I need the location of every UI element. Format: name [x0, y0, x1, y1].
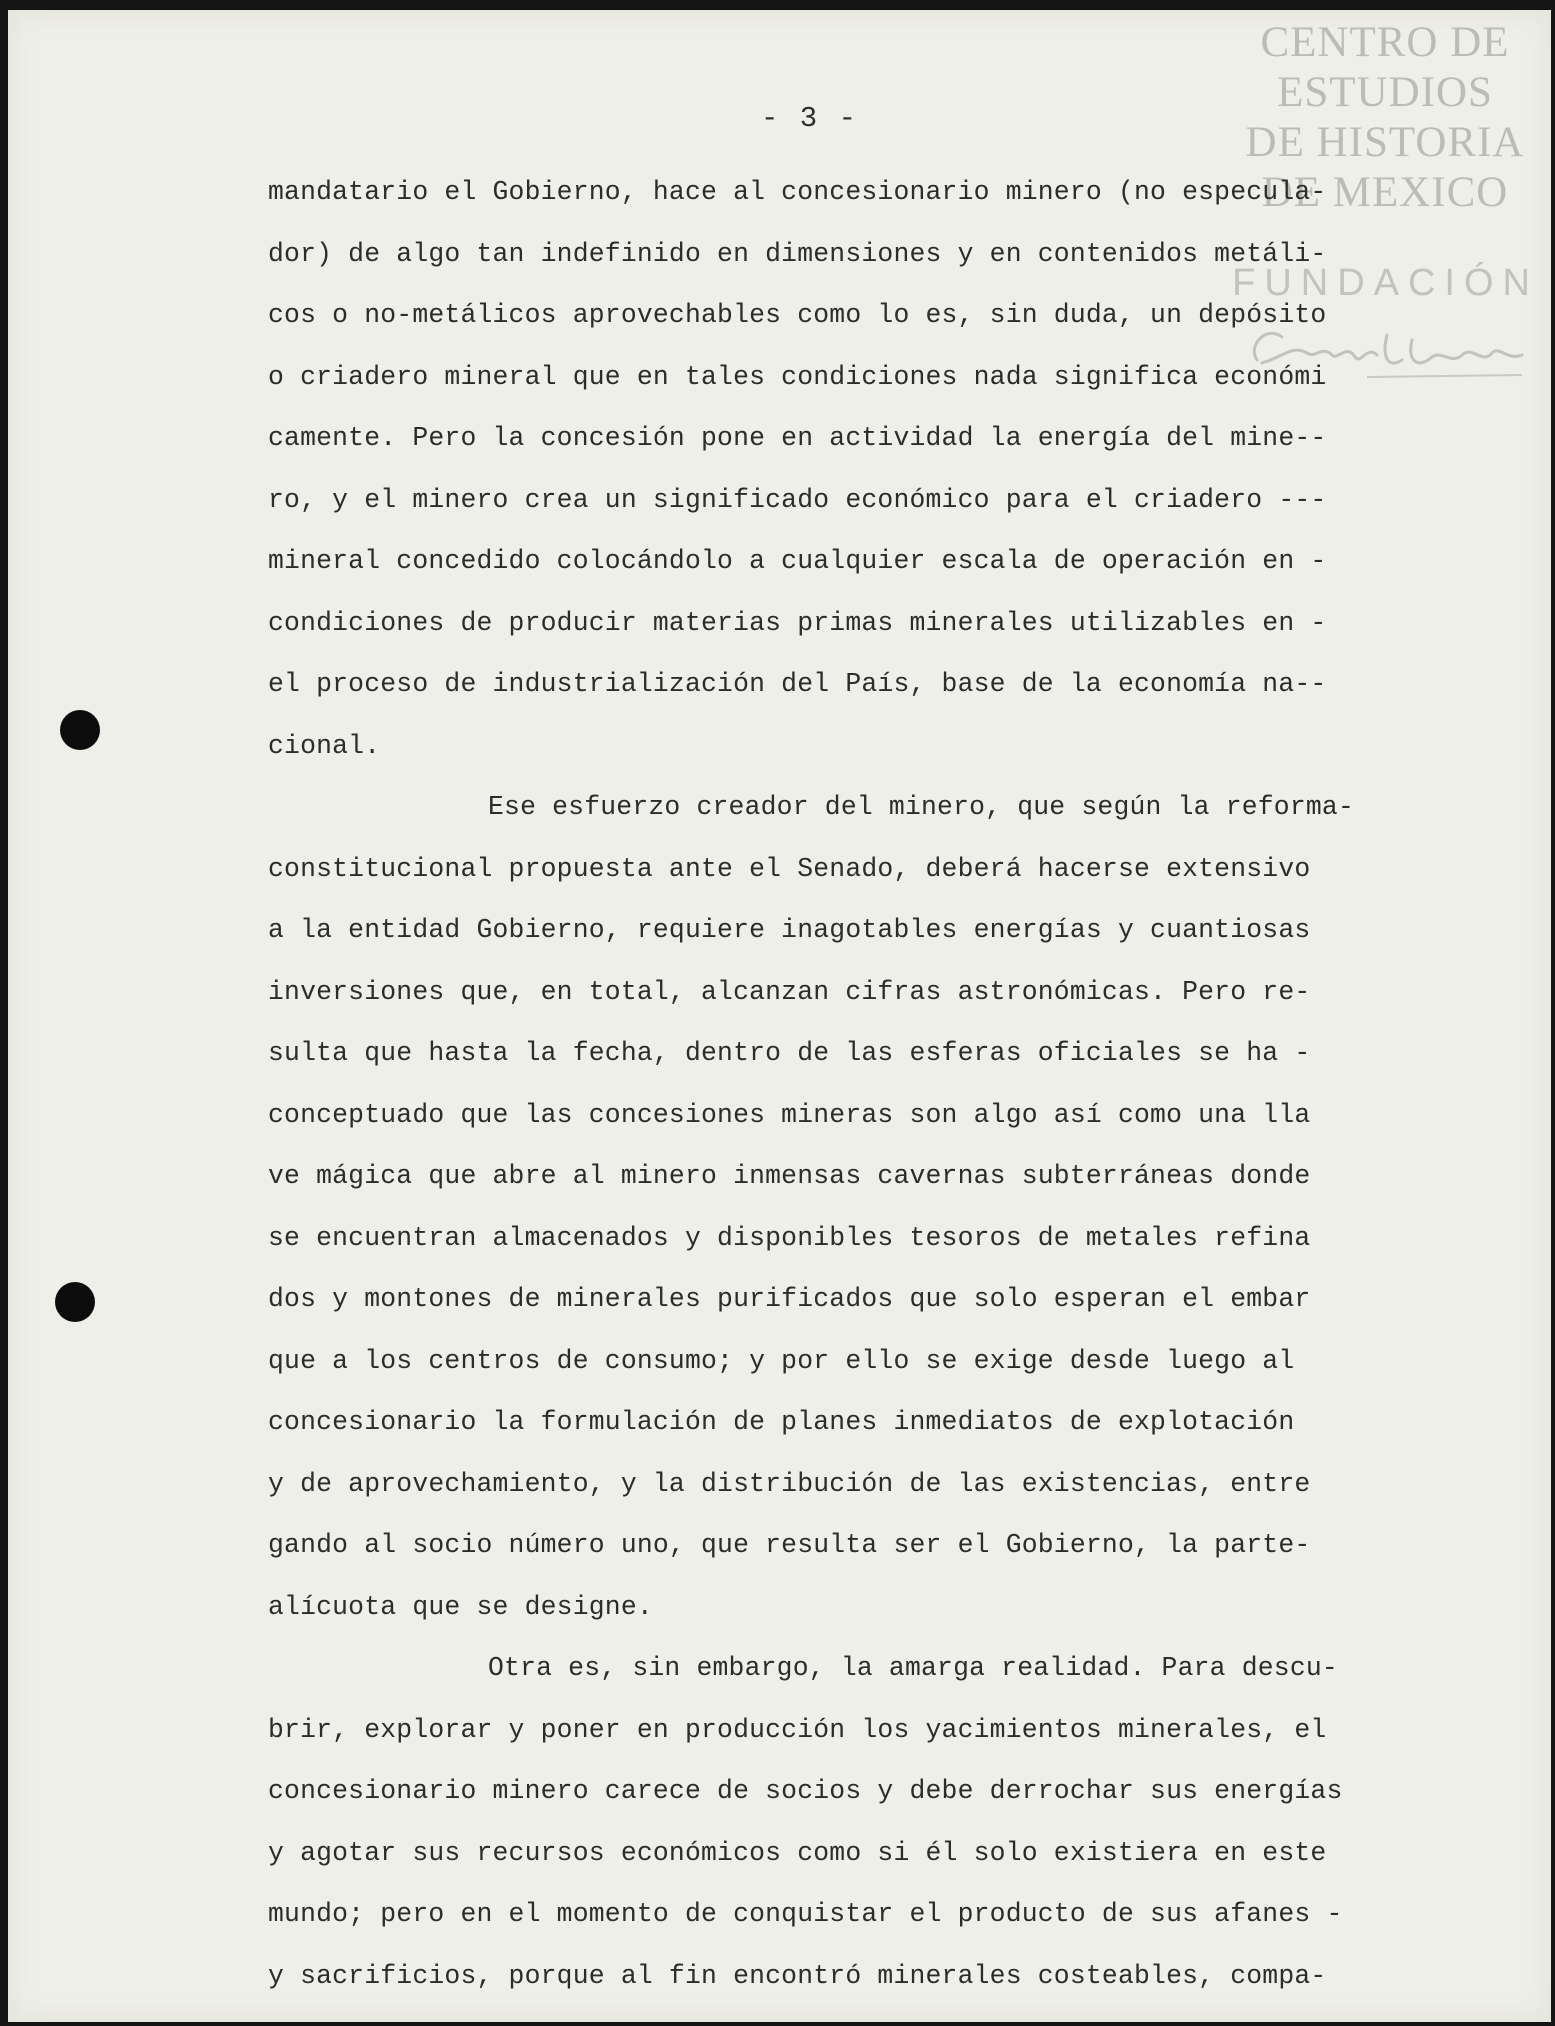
text-line: constitucional propuesta ante el Senado, deberá hacerse extensivo — [268, 853, 1311, 884]
paragraph-1 — [268, 162, 1508, 777]
text-line: conceptuado que las concesiones mineras son algo así como una lla — [268, 1099, 1311, 1130]
paragraph-2 — [268, 777, 1508, 1638]
text-line: ve mágica que abre al minero inmensas cavernas subterráneas donde — [268, 1161, 1311, 1191]
text-line: y agotar sus recursos económicos como si él solo existiera en este — [268, 1837, 1327, 1868]
watermark-line: CENTRO DE — [1260, 19, 1510, 66]
text-line: brir, explorar y poner en producción los yacimientos minerales, el — [268, 1714, 1327, 1745]
text-line: a la entidad Gobierno, requiere inagotables energías y cuantiosas — [268, 915, 1311, 945]
text-line: camente. Pero la concesión pone en actividad la energía del mine-- — [268, 423, 1327, 453]
punch-hole-top — [60, 710, 100, 750]
watermark-foundation: FUNDACIÓN — [1232, 262, 1539, 304]
text-line: sulta que hasta la fecha, dentro de las esferas oficiales se ha - — [268, 1038, 1311, 1068]
typed-body — [268, 162, 1508, 2007]
watermark-line: DE HISTORIA — [1245, 119, 1525, 166]
text-line: Ese esfuerzo creador del minero, que según la reforma- — [488, 792, 1354, 822]
text-line: el proceso de industrialización del País, base de la economía na-- — [268, 669, 1327, 699]
text-line: alícuota que se designe. — [268, 1591, 653, 1622]
text-line: Otra es, sin embargo, la amarga realidad. Para descu- — [488, 1653, 1338, 1683]
text-line: cional. — [268, 730, 381, 761]
watermark-line: ESTUDIOS — [1277, 69, 1493, 116]
text-line: mundo; pero en el momento de conquistar el producto de sus afanes - — [268, 1899, 1343, 1929]
paragraph-3 — [268, 1638, 1508, 2007]
text-line: gando al socio número uno, que resulta ser el Gobierno, la parte- — [268, 1530, 1311, 1560]
text-line: y de aprovechamiento, y la distribución de las existencias, entre — [268, 1468, 1311, 1499]
text-line: concesionario minero carece de socios y debe derrochar sus energías — [268, 1776, 1343, 1806]
text-line: o criadero mineral que en tales condiciones nada significa económi — [268, 361, 1327, 392]
text-line: dor) de algo tan indefinido en dimensiones y en contenidos metáli- — [268, 238, 1327, 269]
punch-hole-bottom — [55, 1282, 95, 1322]
text-line: que a los centros de consumo; y por ello se exige desde luego al — [268, 1345, 1295, 1376]
text-line: ro, y el minero crea un significado económico para el criadero --- — [268, 484, 1327, 515]
text-line: y sacrificios, porque al fin encontró minerales costeables, compa- — [268, 1960, 1327, 1991]
text-line: mandatario el Gobierno, hace al concesionario minero (no especula- — [268, 177, 1327, 207]
page-number: - 3 - — [760, 102, 858, 135]
text-line: se encuentran almacenados y disponibles tesoros de metales refina — [268, 1222, 1311, 1253]
text-line: cos o no-metálicos aprovechables como lo es, sin duda, un depósito — [268, 300, 1327, 330]
text-line: inversiones que, en total, alcanzan cifras astronómicas. Pero re- — [268, 976, 1311, 1007]
text-line: condiciones de producir materias primas minerales utilizables en - — [268, 607, 1327, 638]
document-page — [8, 10, 1551, 2022]
text-line: dos y montones de minerales purificados que solo esperan el embar — [268, 1284, 1311, 1314]
text-line: mineral concedido colocándolo a cualquier escala de operación en - — [268, 546, 1327, 576]
text-line: concesionario la formulación de planes inmediatos de explotación — [268, 1407, 1295, 1437]
watermark-line: DE MEXICO — [1261, 169, 1509, 216]
